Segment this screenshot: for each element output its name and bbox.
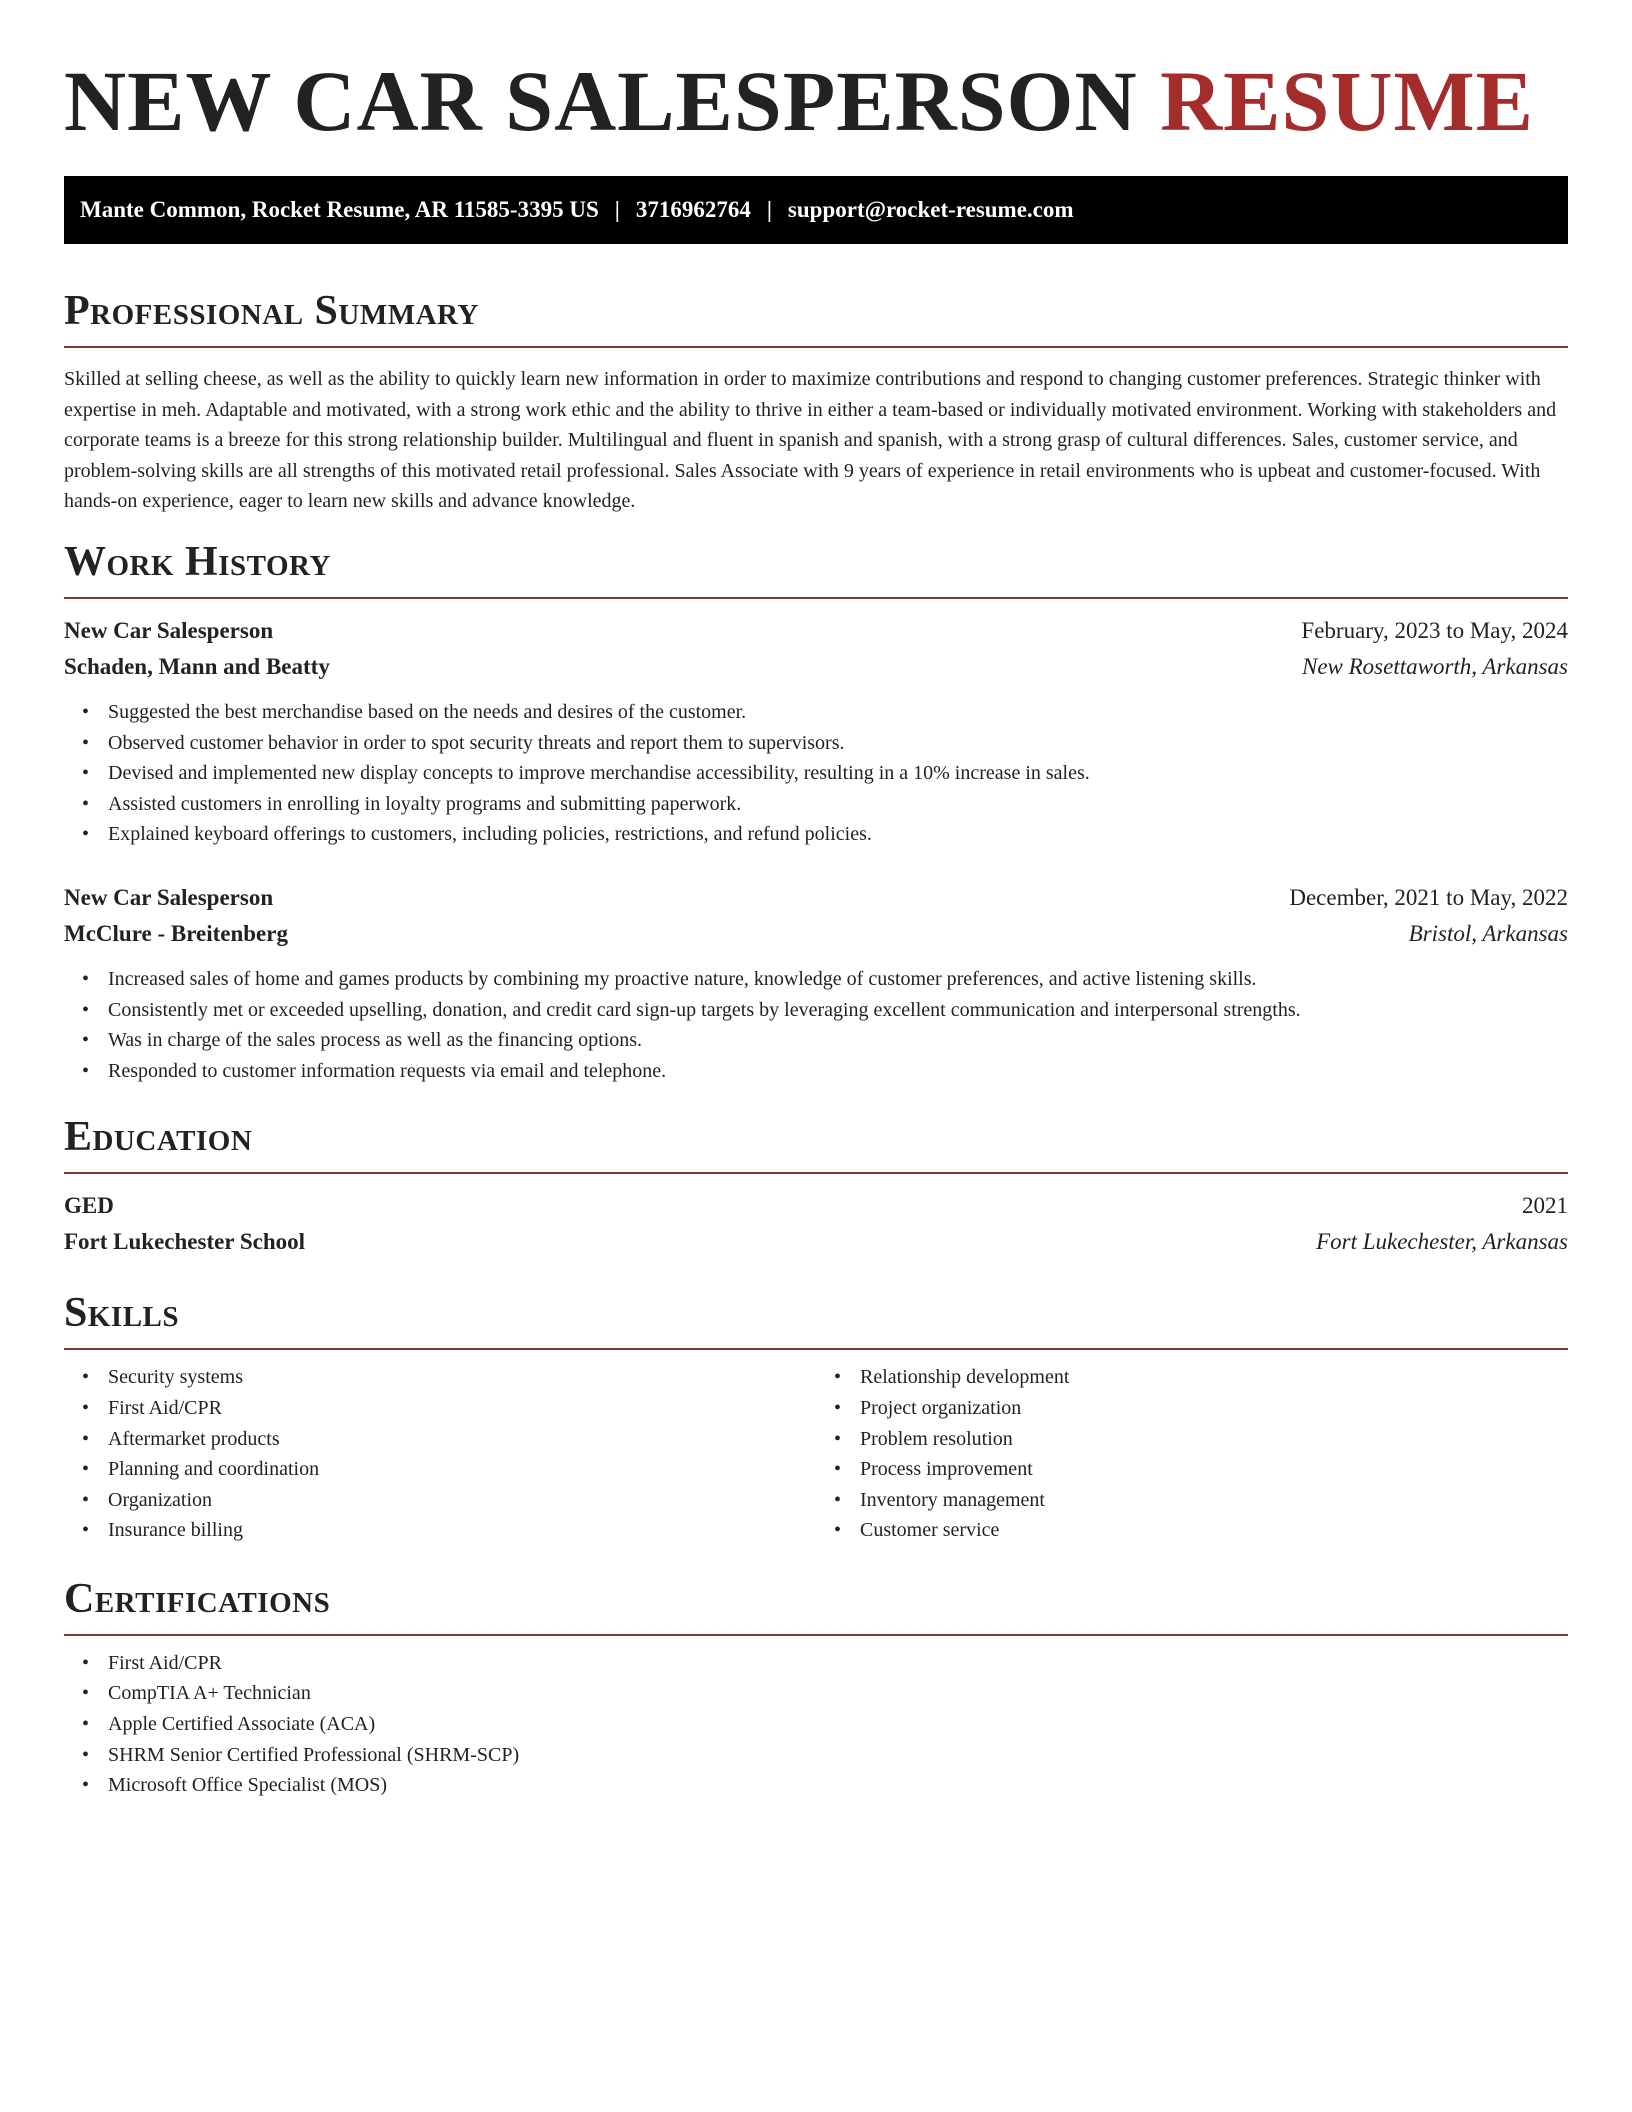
list-item: [82, 1740, 1568, 1771]
bullet-icon: •: [82, 1366, 90, 1389]
resume-title: [64, 0, 1568, 148]
list-item: [82, 758, 1568, 789]
bullet-icon: •: [82, 1774, 90, 1797]
section-divider: [64, 1172, 1568, 1174]
job-company-row: [64, 649, 1568, 685]
job-entry: [64, 613, 1568, 850]
bullet-icon: •: [82, 1682, 90, 1705]
skill-text: Inventory management: [860, 1488, 1045, 1511]
duty-text: Explained keyboard offerings to customers, including policies, restrictions, and refund policies.: [108, 823, 872, 846]
list-item: [82, 1424, 816, 1455]
list-item: [834, 1485, 1568, 1516]
list-item: [82, 697, 1568, 728]
duty-text: Devised and implemented new display concepts to improve merchandise accessibility, resulting in a 10% increase in sales.: [108, 762, 1090, 785]
education-school: Fort Lukechester School: [64, 1229, 306, 1255]
skills-grid: [64, 1362, 1568, 1546]
education-year: 2021: [1522, 1193, 1568, 1219]
bullet-icon: •: [834, 1488, 842, 1511]
list-item: [82, 1515, 816, 1546]
list-item: [82, 1485, 816, 1516]
bullet-icon: •: [82, 1396, 90, 1419]
list-item: [82, 728, 1568, 759]
contact-phone[interactable]: 3716962764: [635, 197, 751, 222]
bullet-icon: •: [82, 1059, 90, 1082]
bullet-icon: •: [82, 1458, 90, 1481]
bullet-icon: •: [82, 700, 90, 723]
skills-list-left: [64, 1362, 816, 1546]
work-history-section: [64, 537, 1568, 1086]
list-item: [82, 1648, 1568, 1679]
contact-email[interactable]: support@rocket-resume.com: [787, 197, 1074, 222]
duty-text: Responded to customer information requests via email and telephone.: [108, 1059, 667, 1082]
bullet-icon: •: [82, 998, 90, 1021]
list-item: [82, 1770, 1568, 1801]
section-divider: [64, 1634, 1568, 1636]
summary-text: Skilled at selling cheese, as well as the ability to quickly learn new information in order to maximize contributions and respond to changing customer preferences. Strategic thinker with expertise in meh. Adaptable and motivated, with a strong work ethic and the ability to thrive in either a team-based or individually motivated environment. Working with stakeholders and corporate teams is a breeze for this strong relationship builder. Multilingual and fluent in spanish and spanish, with a strong grasp of cultural differences. Sales, customer service, and problem-solving skills are all strengths of this motivated retail professional. Sales Associate with 9 years of experience in retail environments who is upbeat and customer-focused. With hands-on experience, eager to learn new skills and advance knowledge.: [64, 368, 1557, 513]
summary-section: [64, 286, 1568, 517]
job-company-row: [64, 916, 1568, 952]
list-item: [82, 1056, 1568, 1087]
skill-text: First Aid/CPR: [108, 1396, 222, 1419]
skill-text: Customer service: [860, 1519, 1000, 1542]
job-dates: December, 2021 to May, 2022: [1289, 884, 1568, 910]
summary-heading: Professional Summary: [64, 288, 479, 334]
skill-text: Problem resolution: [860, 1427, 1013, 1450]
bullet-icon: •: [82, 1743, 90, 1766]
skill-text: Process improvement: [860, 1458, 1033, 1481]
bullet-icon: •: [834, 1458, 842, 1481]
skills-section: [64, 1288, 1568, 1546]
certifications-heading: Certifications: [64, 1575, 331, 1622]
job-duties: [64, 964, 1568, 1086]
bullet-icon: •: [82, 1651, 90, 1674]
bullet-icon: •: [82, 731, 90, 754]
skill-text: Organization: [108, 1488, 213, 1511]
list-item: [82, 1709, 1568, 1740]
job-location: New Rosettaworth, Arkansas: [1301, 653, 1568, 679]
list-item: [82, 1454, 816, 1485]
bullet-icon: •: [834, 1519, 842, 1542]
job-company: Schaden, Mann and Beatty: [64, 653, 330, 679]
bullet-icon: •: [82, 762, 90, 785]
job-entry: [64, 880, 1568, 1086]
duty-text: Was in charge of the sales process as well as the financing options.: [108, 1029, 642, 1052]
bullet-icon: •: [834, 1427, 842, 1450]
list-item: [834, 1515, 1568, 1546]
list-item: [82, 964, 1568, 995]
bullet-icon: •: [82, 1713, 90, 1736]
skills-list-right: [816, 1362, 1568, 1546]
certification-text: SHRM Senior Certified Professional (SHRM-SCP): [108, 1743, 520, 1766]
list-item: [82, 995, 1568, 1026]
education-school-row: [64, 1224, 1568, 1260]
list-item: [82, 789, 1568, 820]
certification-text: First Aid/CPR: [108, 1651, 222, 1674]
list-item: [82, 1025, 1568, 1056]
duty-text: Observed customer behavior in order to spot security threats and report them to supervisors.: [108, 731, 845, 754]
certification-text: Apple Certified Associate (ACA): [108, 1713, 376, 1736]
bullet-icon: •: [82, 823, 90, 846]
bullet-icon: •: [834, 1366, 842, 1389]
job-company: McClure - Breitenberg: [64, 920, 288, 946]
list-item: [82, 1362, 816, 1393]
certification-text: CompTIA A+ Technician: [108, 1682, 311, 1705]
certifications-list: [64, 1648, 1568, 1801]
list-item: [834, 1454, 1568, 1485]
section-divider: [64, 346, 1568, 348]
skill-text: Project organization: [860, 1396, 1022, 1419]
contact-separator: |: [614, 197, 620, 222]
job-title: New Car Salesperson: [64, 617, 274, 643]
duty-text: Increased sales of home and games products by combining my proactive nature, knowledge of customer preferences, and active listening skills.: [108, 967, 1257, 990]
job-title-row: [64, 613, 1568, 649]
job-location: Bristol, Arkansas: [1408, 920, 1568, 946]
list-item: [834, 1424, 1568, 1455]
education-location: Fort Lukechester, Arkansas: [1316, 1229, 1568, 1255]
bullet-icon: •: [834, 1396, 842, 1419]
certifications-section: [64, 1574, 1568, 1801]
bullet-icon: •: [82, 792, 90, 815]
list-item: [834, 1393, 1568, 1424]
list-item: [82, 1393, 816, 1424]
bullet-icon: •: [82, 1519, 90, 1542]
list-item: [82, 1678, 1568, 1709]
education-degree: GED: [64, 1193, 114, 1219]
contact-address: Mante Common, Rocket Resume, AR 11585-3395 US: [80, 197, 599, 222]
section-divider: [64, 597, 1568, 599]
duty-text: Assisted customers in enrolling in loyalty programs and submitting paperwork.: [108, 792, 742, 815]
title-main: NEW CAR SALESPERSON: [64, 53, 1138, 149]
job-dates: February, 2023 to May, 2024: [1301, 617, 1568, 643]
education-heading: Education: [64, 1114, 253, 1161]
job-title-row: [64, 880, 1568, 916]
bullet-icon: •: [82, 1427, 90, 1450]
education-section: [64, 1112, 1568, 1260]
contact-separator: |: [766, 197, 772, 222]
bullet-icon: •: [82, 1488, 90, 1511]
skill-text: Planning and coordination: [108, 1458, 320, 1481]
skill-text: Aftermarket products: [108, 1427, 280, 1450]
skills-heading: Skills: [64, 1290, 180, 1337]
bullet-icon: •: [82, 967, 90, 990]
section-divider: [64, 1348, 1568, 1350]
contact-bar: [64, 176, 1568, 244]
title-accent: RESUME: [1160, 53, 1534, 149]
duty-text: Consistently met or exceeded upselling, donation, and credit card sign-up targets by leveraging excellent communication and interpersonal strengths.: [108, 998, 1301, 1021]
skill-text: Security systems: [108, 1366, 243, 1389]
education-entry: [64, 1188, 1568, 1260]
certification-text: Microsoft Office Specialist (MOS): [108, 1774, 388, 1797]
skill-text: Insurance billing: [108, 1519, 243, 1542]
work-history-heading: Work History: [64, 538, 331, 585]
skill-text: Relationship development: [860, 1366, 1070, 1389]
bullet-icon: •: [82, 1029, 90, 1052]
list-item: [834, 1362, 1568, 1393]
list-item: [82, 819, 1568, 850]
education-degree-row: [64, 1188, 1568, 1224]
job-duties: [64, 697, 1568, 850]
job-title: New Car Salesperson: [64, 884, 274, 910]
duty-text: Suggested the best merchandise based on the needs and desires of the customer.: [108, 700, 747, 723]
